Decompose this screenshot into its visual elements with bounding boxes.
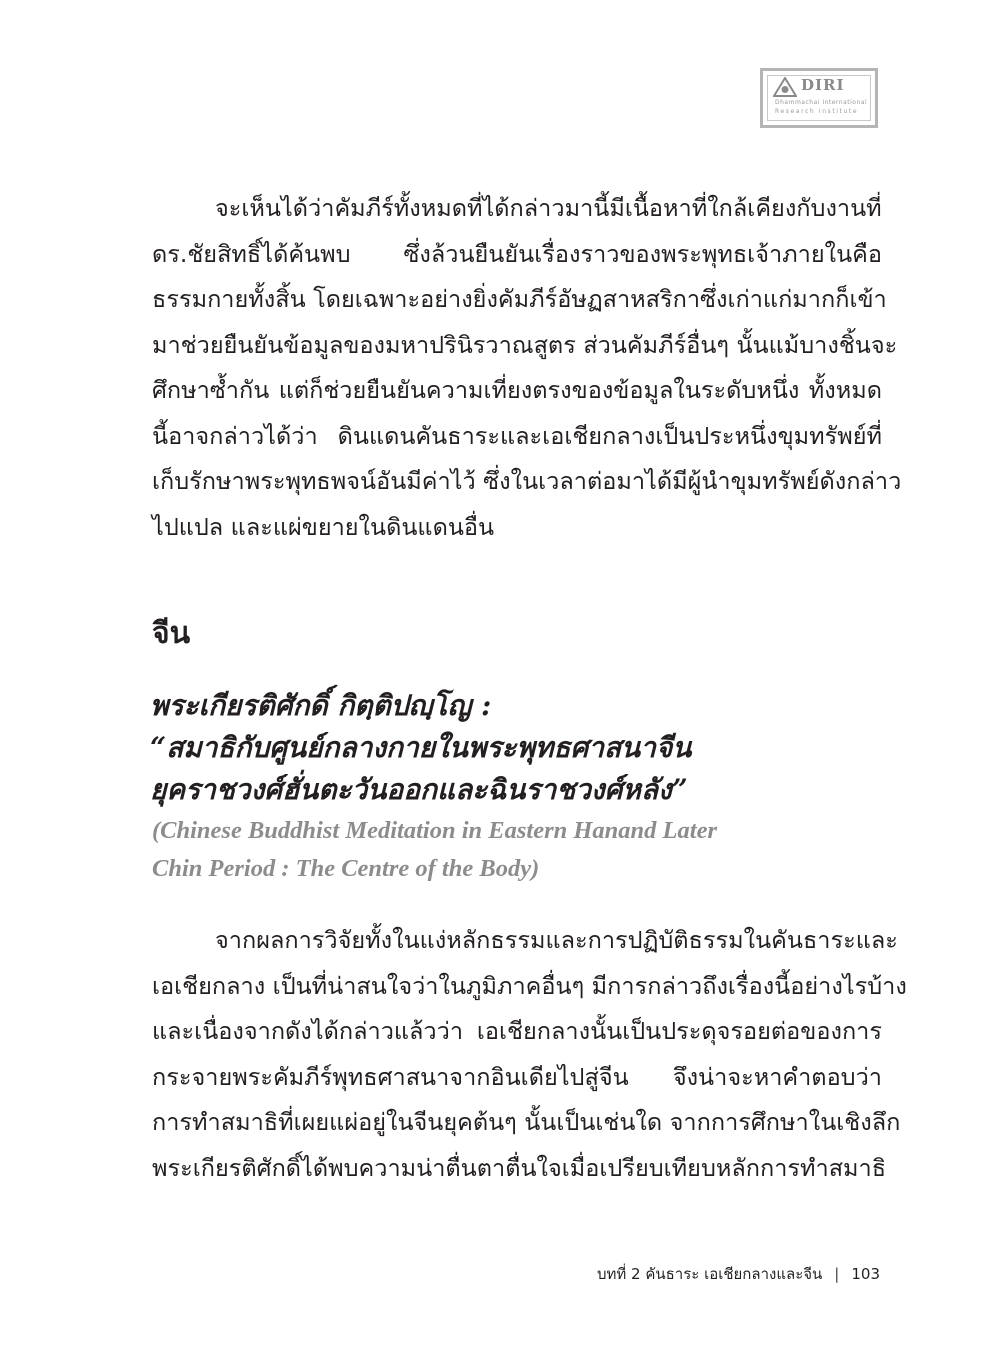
- paragraph-line: นี้อาจกล่าวได้ว่า ดินแดนคันธาระและเอเชียกลางเป็นประหนึ่งขุมทรัพย์ที่: [152, 421, 882, 450]
- paragraph-line: พระเกียรติศักดิ์ได้พบความน่าตื่นตาตื่นใจเมื่อเปรียบเทียบหลักการทำสมาธิ: [152, 1153, 887, 1182]
- research-title-thai: [150, 685, 691, 811]
- page-footer: [597, 1262, 880, 1286]
- paragraph-line: จากผลการวิจัยทั้งในแง่หลักธรรมและการปฏิบัติธรรมในคันธาระและ: [215, 926, 898, 954]
- paragraph-line: และเนื่องจากดังได้กล่าวแล้วว่า เอเชียกลางนั้นเป็นประดุจรอยต่อของการ: [152, 1017, 882, 1045]
- dhammachai-emblem-icon: [773, 77, 797, 97]
- logo-subtitle-line-1: Dhammachai International: [775, 99, 868, 106]
- chapter-title: บทที่ 2 คันธาระ เอเชียกลางและจีน: [596, 1265, 823, 1283]
- logo-subtitle-line-2: Research Institute: [775, 108, 859, 115]
- research-title-english: [152, 812, 717, 888]
- page-number: 103: [851, 1265, 880, 1283]
- footer-separator: |: [834, 1265, 840, 1283]
- paragraph-china-research: [152, 918, 907, 1191]
- paragraph-line: ศึกษาซ้ำกัน แต่ก็ช่วยยืนยันความเที่ยงตรงของข้อมูลในระดับหนึ่ง ทั้งหมด: [152, 376, 882, 404]
- paragraph-line: เอเชียกลาง เป็นที่น่าสนใจว่าในภูมิภาคอื่นๆ มีการกล่าวถึงเรื่องนี้อย่างไรบ้าง: [152, 971, 907, 1000]
- paragraph-line: กระจายพระคัมภีร์พุทธศาสนาจากอินเดียไปสู่จีน จึงน่าจะหาคำตอบว่า: [152, 1062, 882, 1091]
- paragraph-line: เก็บรักษาพระพุทธพจน์อันมีค่าไว้ ซึ่งในเวลาต่อมาได้มีผู้นำขุมทรัพย์ดังกล่าว: [152, 467, 902, 495]
- paragraph-line: ไปแปล และแผ่ขยายในดินแดนอื่น: [152, 512, 495, 541]
- paragraph-gandhara-summary: [152, 186, 902, 550]
- title-line: ยุคราชวงศ์ฮั่นตะวันออกและฉินราชวงศ์หลัง”: [150, 773, 688, 806]
- diri-logo: [760, 68, 878, 128]
- title-author-line: พระเกียรติศักดิ์ กิตฺติปญฺโญ :: [150, 689, 492, 722]
- paragraph-line: ดร.ชัยสิทธิ์ได้ค้นพบ ซึ่งล้วนยืนยันเรื่องราวของพระพุทธเจ้าภายในคือ: [152, 239, 882, 268]
- english-title-line: Chin Period : The Centre of the Body): [152, 855, 540, 882]
- section-heading-china: จีน: [152, 616, 191, 651]
- paragraph-line: ธรรมกายทั้งสิ้น โดยเฉพาะอย่างยิ่งคัมภีร์อัษฏสาหสริกาซึ่งเก่าแก่มากก็เข้า: [152, 285, 887, 313]
- paragraph-line: มาช่วยยืนยันข้อมูลของมหาปรินิรวาณสูตร ส่วนคัมภีร์อื่นๆ นั้นแม้บางชิ้นจะ: [152, 330, 898, 359]
- paragraph-line: การทำสมาธิที่เผยแผ่อยู่ในจีนยุคต้นๆ นั้นเป็นเช่นใด จากการศึกษาในเชิงลึก: [152, 1108, 901, 1136]
- paragraph-line: จะเห็นได้ว่าคัมภีร์ทั้งหมดที่ได้กล่าวมานี้มีเนื้อหาที่ใกล้เคียงกับงานที่: [215, 194, 882, 222]
- english-title-line: (Chinese Buddhist Meditation in Eastern Hanand Later: [152, 817, 717, 844]
- title-line: “สมาธิกับศูนย์กลางกายในพระพุทธศาสนาจีน: [150, 731, 692, 764]
- logo-wordmark: DIRI: [801, 76, 845, 94]
